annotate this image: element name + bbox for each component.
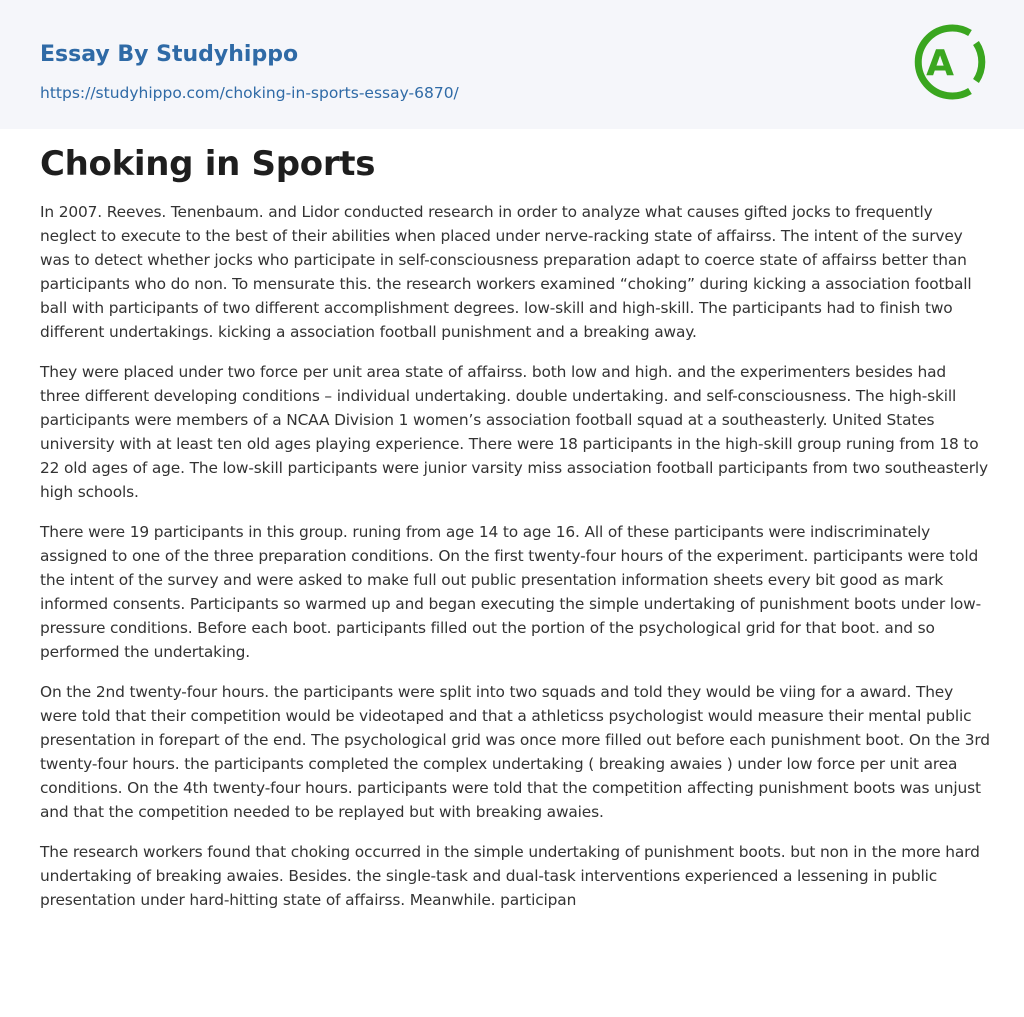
essay-paragraph: The research workers found that choking occurred in the simple undertaking of punishment boots. but non in the more hard undertaking of breaking awaies. Besides. the single-task and dual-task interventions experienced a lessening in public presentation under hard-hitting state of affairss. Meanwhile. participan (40, 843, 980, 909)
studyhippo-logo-icon[interactable] (912, 19, 988, 105)
essay-body (40, 200, 990, 928)
essay-paragraph: On the 2nd twenty-four hours. the participants were split into two squads and told they would be viing for a award. They were told that their competition would be videotaped and that a athleticss psychologist would measure their mental public presentation in forepart of the end. The psychological grid was once more filled out before each punishment boot. On the 3rd twenty-four hours. the participants completed the complex undertaking ( breaking awaies ) under low force per unit area conditions. On the 4th twenty-four hours. participants were told that the competition affecting punishment boots was unjust and that the competition needed to be replayed but with breaking awaies. (40, 683, 990, 821)
essay-paragraph: There were 19 participants in this group. runing from age 14 to age 16. All of these participants were indiscriminately assigned to one of the three preparation conditions. On the first twenty-four hours of the experiment. participants were told the intent of the survey and were asked to make full out public presentation information sheets every bit good as mark informed consents. Participants so warmed up and began executing the simple undertaking of punishment boots under low-pressure conditions. Before each boot. participants filled out the portion of the psychological grid for that boot. and so performed the undertaking. (40, 523, 982, 661)
site-brand[interactable]: Essay By Studyhippo (40, 42, 299, 67)
essay-paragraph: They were placed under two force per unit area state of affairss. both low and high. and the experimenters besides had three different developing conditions – individual undertaking. double undertaking. and self-consciousness. The high-skill participants were members of a NCAA Division 1 women’s association football squad at a southeasterly. United States university with at least ten old ages playing experience. There were 18 participants in the high-skill group runing from 18 to 22 old ages of age. The low-skill participants were junior varsity miss association football participants from two southeasterly high schools. (40, 363, 988, 501)
site-header (0, 0, 1024, 129)
essay-title: Choking in Sports (40, 144, 376, 184)
essay-url-link[interactable]: https://studyhippo.com/choking-in-sports-essay-6870/ (40, 84, 459, 102)
logo-letter: A (926, 43, 954, 84)
essay-paragraph: In 2007. Reeves. Tenenbaum. and Lidor conducted research in order to analyze what causes gifted jocks to frequently neglect to execute to the best of their abilities when placed under nerve-racking state of affairss. The intent of the survey was to detect whether jocks who participate in self-consciousness preparation adapt to coerce state of affairss better than participants who do non. To mensurate this. the research workers examined “choking” during kicking a association football ball with participants of two different accomplishment degrees. low-skill and high-skill. The participants had to finish two different undertakings. kicking a association football punishment and a breaking away. (40, 203, 972, 341)
logo-ring-right (976, 43, 982, 81)
